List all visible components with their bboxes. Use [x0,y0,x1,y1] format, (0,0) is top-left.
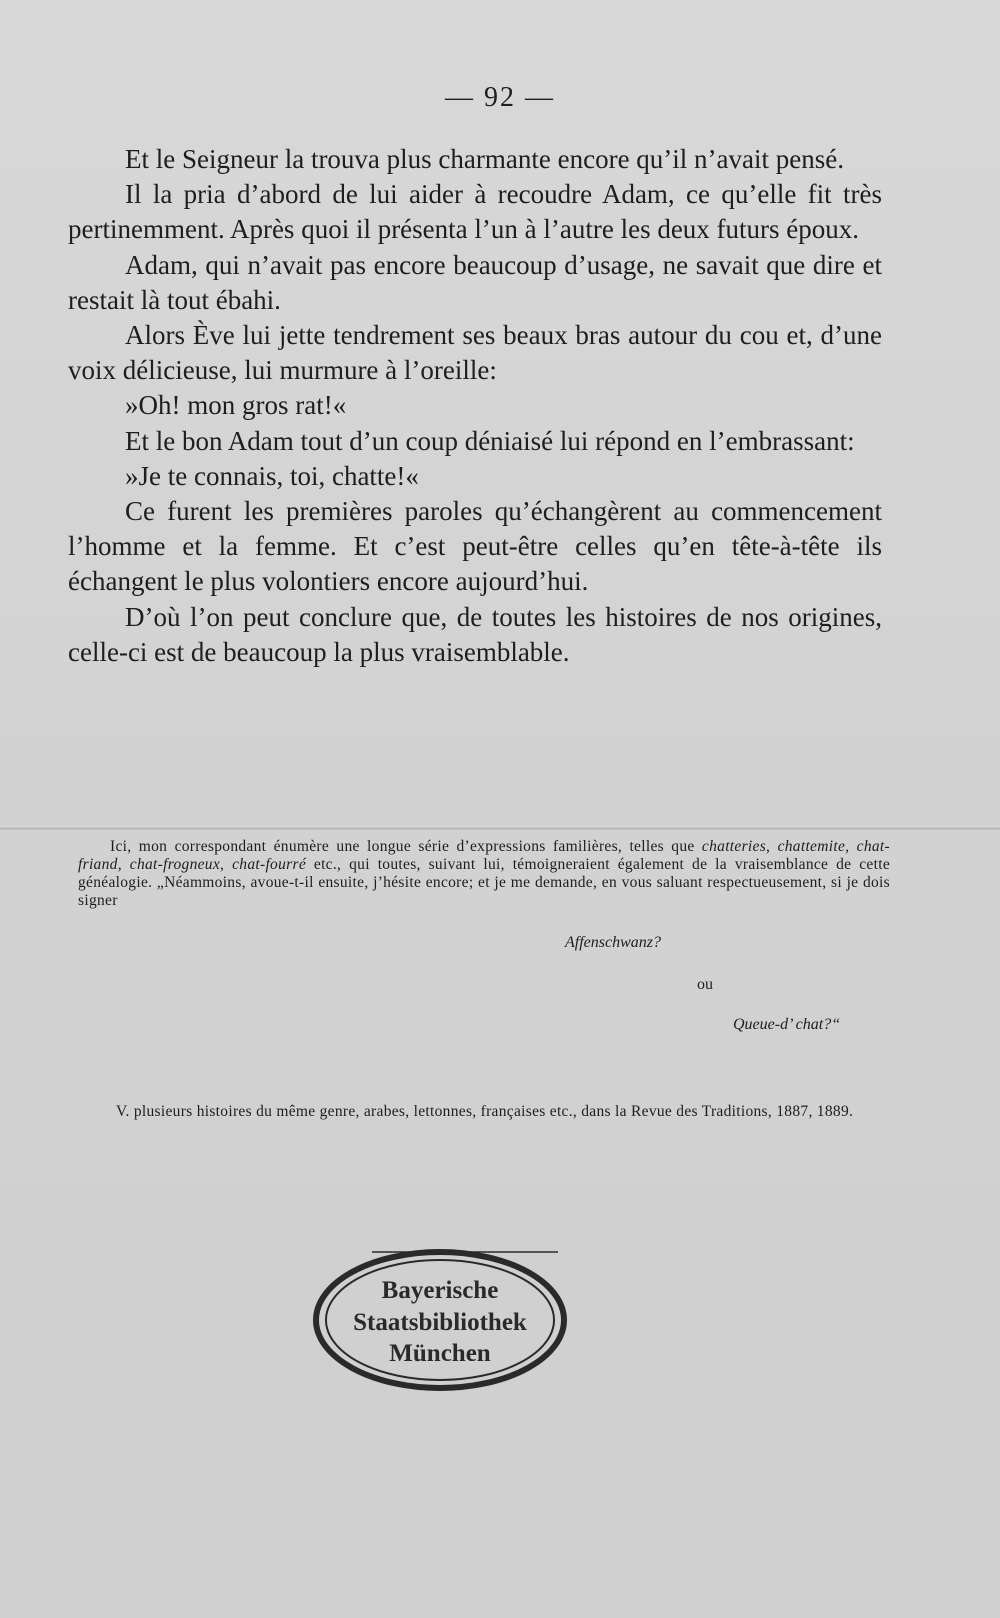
stamp-line-3: München [389,1340,491,1367]
stamp-line-1: Bayerische [381,1277,499,1304]
page-number: — 92 — [445,82,555,113]
paragraph: Et le Seigneur la trouva plus charmante encore qu’il n’avait pensé. [125,144,844,174]
page-fold [0,826,1000,831]
paragraph: Il la pria d’abord de lui aider à recoudre Adam, ce qu’elle fit très pertinemment. Après quoi il présenta l’un à l’autre les deux futurs époux. [68,179,882,245]
note-part-1: Ici, mon correspondant énumère une longue série d’expressions familières, telles que [110,838,702,855]
paragraph: Et le bon Adam tout d’un coup déniaisé lui répond en l’embrassant: [125,425,855,456]
quote-line: »Oh! mon gros rat!« [125,390,347,421]
paragraph: D’où l’on peut conclure que, de toutes les histoires de nos origines, celle-ci est de beaucoup la plus vraisemblable. [68,601,882,667]
signature-or: ou [697,976,713,993]
quote-line: »Je te connais, toi, chatte!« [125,460,419,491]
footnote: V. plusieurs histoires du même genre, arabes, lettonnes, françaises etc., dans la Revue des Traditions, 1887, 1889. [116,1103,854,1120]
paragraph: Adam, qui n’avait pas encore beaucoup d’usage, ne savait que dire et restait là tout ébahi. [68,249,882,315]
signature-option-1: Affenschwanz? [565,934,661,951]
note-text [78,838,890,910]
paragraph: Alors Ève lui jette tendrement ses beaux bras autour du cou et, d’une voix délicieuse, lui murmure à l’oreille: [68,320,882,386]
library-stamp [312,1244,568,1392]
paragraph: Ce furent les premières paroles qu’échangèrent au commencement l’homme et la femme. Et c’est peut-être celles qu’en tête-à-tête ils échangent le plus volontiers encore aujourd’hui. [68,496,882,597]
note-part-2: etc., qui toutes, suivant lui, témoigneraient également de la vraisemblance de cette généalogie. „Néammoins, avoue-t-il ensuite, j’hésite encore; et je me demande, en vous saluant respectueusement, si je dois signer [78,856,891,909]
signature-option-2: Queue-d’ chat?“ [733,1016,841,1033]
main-text [68,142,882,670]
note-italic-expressions: chatteries, chattemite, chat-friand, chat-frogneux, chat-fourré [78,838,890,873]
stamp-line-2: Staatsbibliothek [353,1309,527,1336]
